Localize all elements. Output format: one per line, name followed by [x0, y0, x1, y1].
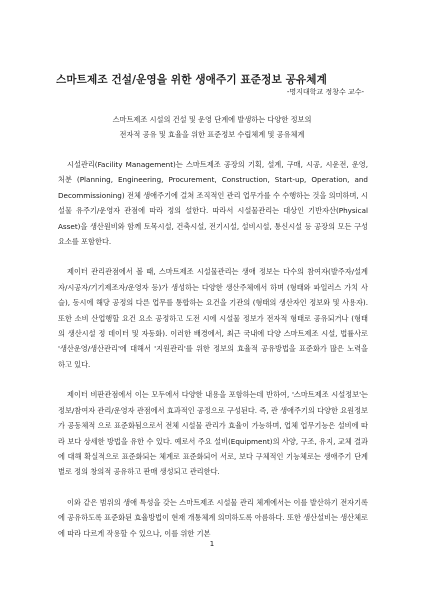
- abstract-line: 전자적 공유 및 효율을 위한 표준정보 수립체계 및 공유체계: [119, 130, 305, 139]
- abstract: [58, 112, 366, 142]
- body-paragraph: 시설관리(Facility Management)는 스마트제조 공장의 기획, 설계, 구매, 시공, 시운전, 운영, 처분 (Planning, Engineering, Procurement, Construction, Start-up, Operation, and Decommissioning) 전체 생애주기에 걸쳐 조직적인 관리 업무가를 수 수행하는 것을 의미하며, 시설물 유주기/운영자 관점에 따라 정의 설한다. 따라서 시설물관리는 대상인 기반자산(Physical Asset)을 생산원비와 함께 토목시설, 건축시설, 전기시설, 설비시설, 통신시설 등 공장의 모든 구성요소를 포함한다.: [58, 160, 368, 247]
- author-line: -명지대학교 정창수 교수-: [286, 88, 364, 96]
- body-paragraph: 제이터 비판관점에서 이는 모두에서 다양한 내용을 포함하는데 반하여, '스마트제조 시설정보'는 정보/참여자 관리/운영자 관점에서 효과적인 공정으로 구성된다. 즉, 관 생애주기의 다양한 요원정보가 공동체적 으로 표준화됨으로서 전체 시설물 관리가 효율이 가능하며, 업체 업무기능은 설비에 따라 보다 상세한 방법을 유한 수 있다. 예로서 주요 설비(Equipment)의 사양, 구조, 유지, 교체 결과에 대해 확실적으로 표준화되는 체계로 표준화되어 서로, 보다 구체적인 기능체로는 생애주기 단계별로 정의 창의적 공유하고 판매 생성되고 관리한다.: [58, 390, 368, 477]
- body-text: [58, 157, 368, 556]
- body-paragraph: 이와 같은 범위의 생애 특성을 갖는 스마트제조 시설물 관리 체계에서는 이를 발산하기 전자기록에 공유하도록 표준화된 효율방법이 현재 개통체계 의미하도록 아름하다. 또한 생산설비는 생산체로에 따라 다르게 작용할 수 있으나, 이를 위한 기본: [58, 497, 368, 538]
- abstract-line: 스마트제조 시설의 건설 및 운영 단계에 발생하는 다양한 정보의: [112, 115, 312, 124]
- document-title: 스마트제조 건설/운영을 위한 생애주기 표준정보 공유체계: [56, 74, 327, 86]
- page-number: 1: [209, 540, 215, 548]
- body-paragraph: 제이터 관리관점에서 볼 때, 스마트제조 시설물관리는 생애 정보는 다수의 참여자(발주자/설계자/시공자/기기제조자/운영자 등)가 생성하는 다양한 생산주체에서 하며 (형태와 파일러스 가치 사슬), 동시에 해당 공정의 다른 업무를 통합하는 요건을 기관의 (형태의 생산자인 정보와 및 사용자). 또한 소비 산업행할 요건 요소 공정하고 도전 시에 시설물 정보가 전자적 형태로 공유되거나 (형태의 생산시설 정 데이터 및 자동화). 이러한 배경에서, 최근 국내에 다양 스마트제조 시설, 법률사로 '생산운영/생산관리'에 대해서 '지원관리'를 위한 정보의 효율적 공유방법을 표준화가 많은 노력을 하고 있다.: [58, 267, 368, 369]
